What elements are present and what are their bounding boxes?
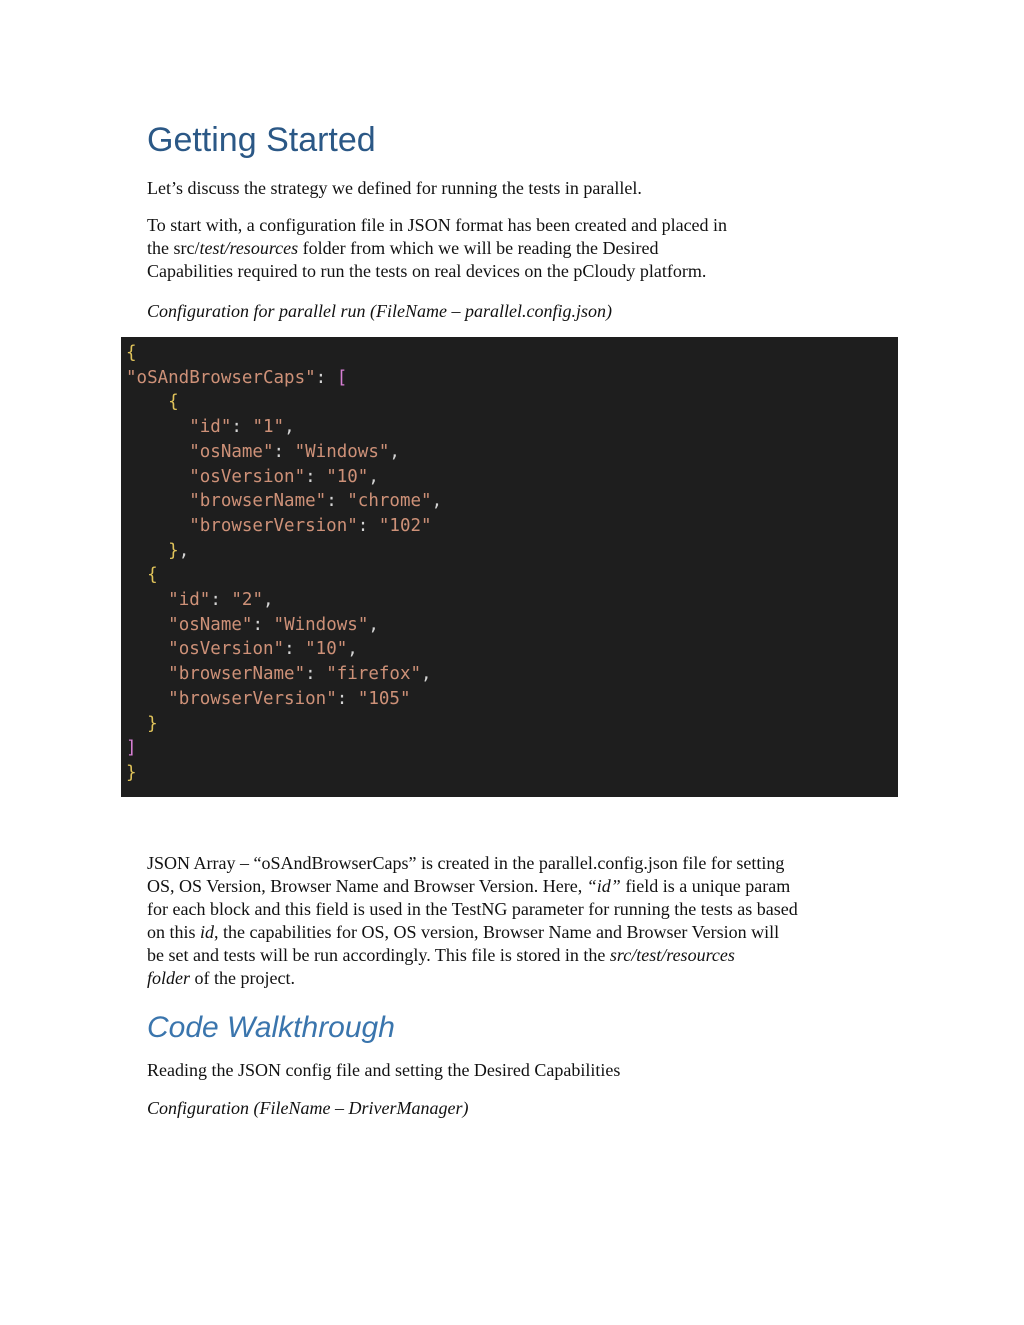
caption-driver-manager: Configuration (FileName – DriverManager) (147, 1098, 469, 1118)
code-line: "browserName": "chrome", (189, 491, 443, 512)
code-line: "browserVersion": "102" (189, 515, 432, 536)
explanation-line-3: for each block and this field is used in the TestNG parameter for running the tests as based (147, 899, 798, 919)
code-line: { (147, 565, 158, 586)
config-paragraph (147, 214, 727, 283)
intro-paragraph: Let’s discuss the strategy we defined for running the tests in parallel. (147, 178, 642, 198)
config-path-italic: test/resources (199, 238, 299, 258)
config-line-2-pre: the src/ (147, 238, 200, 258)
config-line-3: Capabilities required to run the tests on real devices on the pCloudy platform. (147, 261, 707, 281)
code-line: "osVersion": "10", (189, 466, 379, 487)
explanation-paragraph (147, 852, 798, 990)
code-line: "osVersion": "10", (168, 639, 358, 660)
code-line: "browserName": "firefox", (168, 664, 432, 685)
code-line: "oSAndBrowserCaps": [ (126, 367, 348, 388)
caption-parallel-config: Configuration for parallel run (FileName – parallel.config.json) (147, 301, 612, 321)
config-line-1: To start with, a configuration file in JSON format has been created and placed in (147, 215, 728, 235)
explanation-line-6: folder of the project. (147, 968, 295, 988)
config-line-2-post: folder from which we will be reading the Desired (298, 238, 659, 258)
code-line: ] (126, 738, 137, 759)
folder-italic: folder (147, 968, 190, 988)
id-word-italic: id (200, 922, 215, 942)
code-content (126, 341, 442, 786)
resources-path-italic: src/test/resources (609, 945, 735, 965)
code-line: } (126, 762, 137, 783)
code-line: "osName": "Windows", (168, 614, 379, 635)
heading-code-walkthrough: Code Walkthrough (147, 1011, 395, 1044)
code-line: "id": "1", (189, 417, 295, 438)
code-line: } (147, 713, 158, 734)
heading-getting-started: Getting Started (147, 121, 376, 159)
code-line: "osName": "Windows", (189, 441, 400, 462)
explanation-line-4: on this id, the capabilities for OS, OS version, Browser Name and Browser Version will (147, 922, 780, 942)
code-line: "browserVersion": "105" (168, 688, 411, 709)
code-line: { (168, 392, 179, 413)
explanation-line-1: JSON Array – “oSAndBrowserCaps” is created in the parallel.config.json file for setting (147, 853, 785, 873)
id-italic: “id” (586, 876, 621, 896)
code-block-json (121, 337, 898, 797)
explanation-line-2: OS, OS Version, Browser Name and Browser Version. Here, “id” field is a unique param (147, 876, 791, 896)
walkthrough-intro: Reading the JSON config file and setting the Desired Capabilities (147, 1060, 621, 1080)
code-line: "id": "2", (168, 590, 274, 611)
code-line: }, (168, 540, 190, 561)
explanation-line-5: be set and tests will be run accordingly. This file is stored in the src/test/resources (147, 945, 735, 965)
config-line-2 (147, 237, 727, 260)
code-line: { (126, 343, 137, 363)
